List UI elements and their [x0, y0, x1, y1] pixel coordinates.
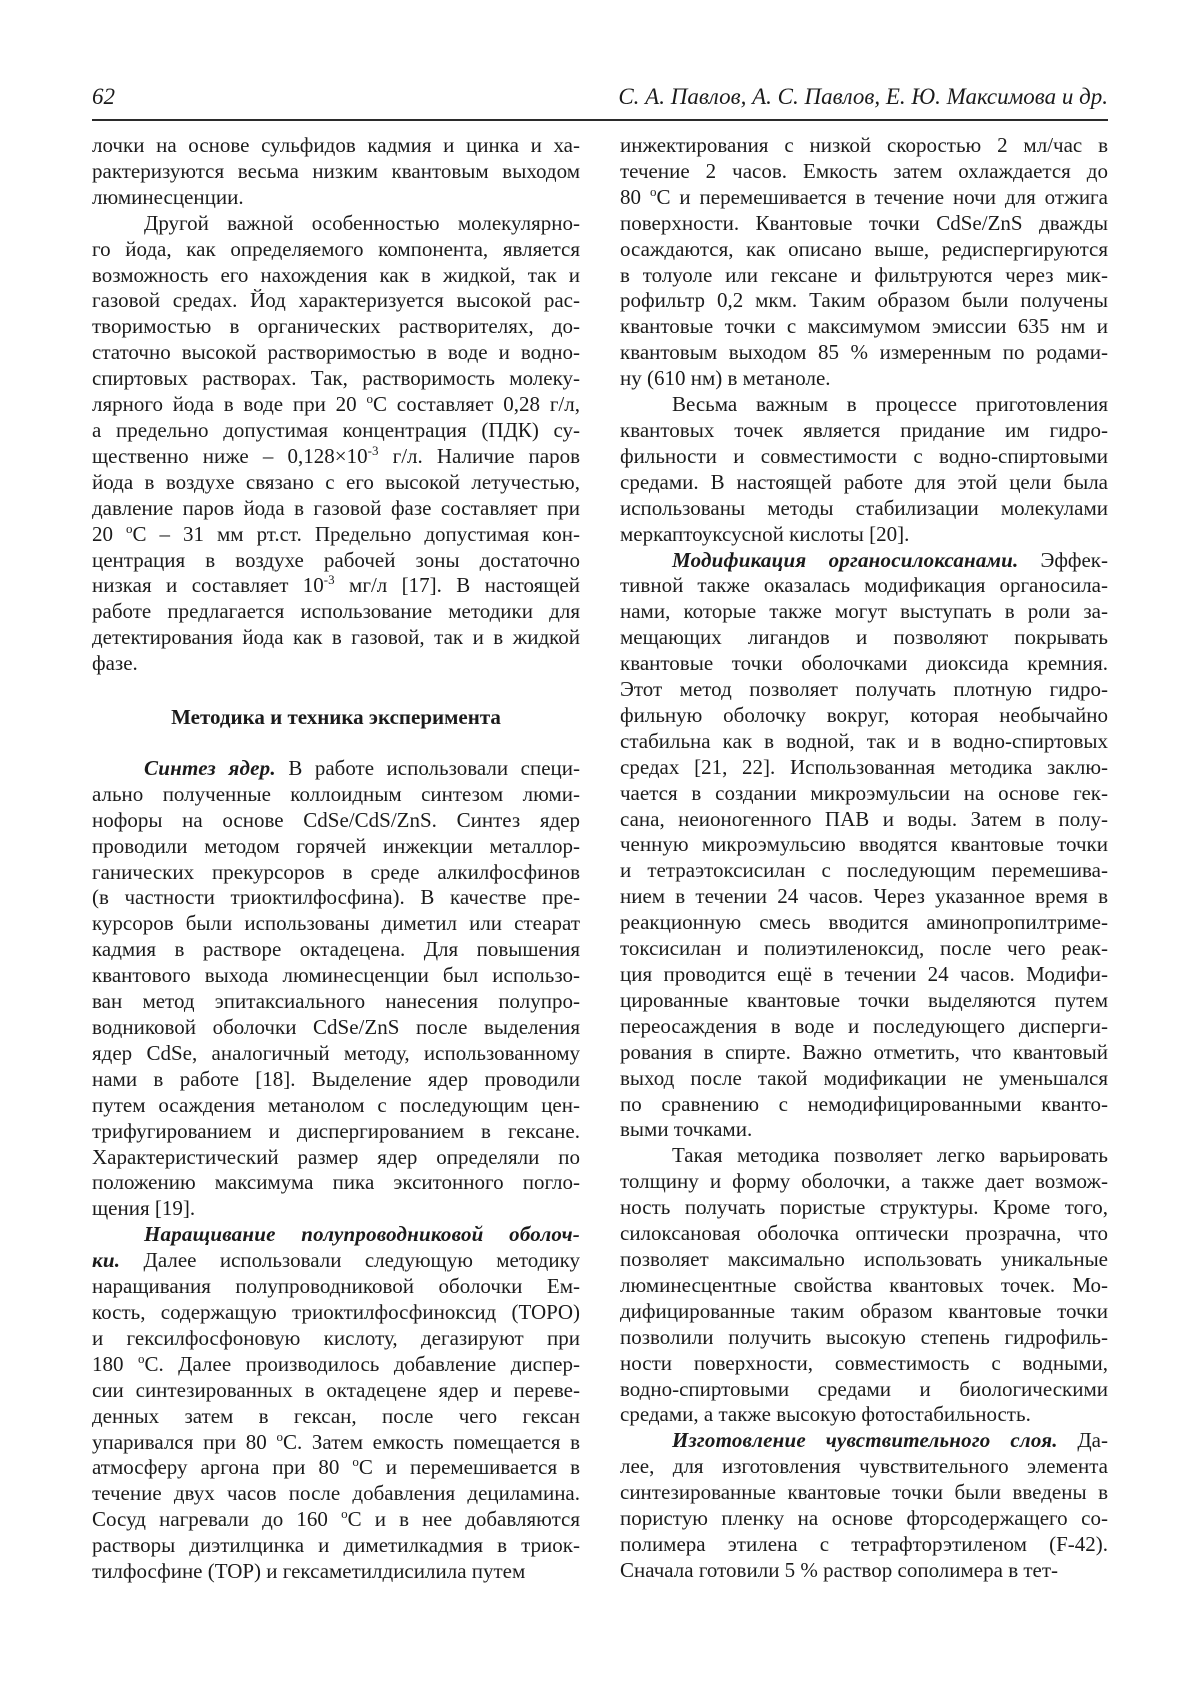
text-line: поверхности. Квантовые точки CdSe/ZnS дважды — [620, 210, 1108, 235]
text-line: средами. В настоящей работе для этой цели была — [620, 469, 1108, 494]
text-line: квантовые точки оболочками диоксида кремния. — [620, 651, 1108, 676]
paragraph — [620, 548, 1108, 1144]
text-line: 180 $^о$С. Далее производилось добавление диспер- — [92, 1350, 580, 1376]
content-columns — [92, 133, 1108, 1585]
text-line: в толуоле или гексане и фильтруются через мик- — [620, 262, 1108, 287]
text-line: Другой важной особенностью молекулярно- — [144, 210, 580, 235]
text-line: денных затем в гексан, после чего гексан — [92, 1403, 580, 1428]
text-line: фильности и совместимости с водно-спиртовыми — [620, 443, 1108, 468]
text-line: атмосферу аргона при 80 $^о$С и перемешивается в — [92, 1454, 580, 1480]
text-line: квантовых точек является придание им гидро- — [620, 417, 1108, 442]
text-line: детектирования йода как в газовой, так и в жидкой — [92, 625, 580, 650]
text-line: осаждаются, как описано выше, редиспергируются — [620, 236, 1108, 261]
text-line: Изготовление чувствительного слоя. Да- — [672, 1428, 1108, 1453]
text-line: газовой средах. Йод характеризуется высокой рас- — [92, 288, 580, 313]
text-line: ность получать пористые структуры. Кроме того, — [620, 1195, 1108, 1220]
text-line: лее, для изготовления чувствительного элемента — [620, 1454, 1108, 1479]
text-line: мещающих лигандов и позволяют покрывать — [620, 625, 1108, 650]
column-right — [620, 133, 1108, 1585]
text-line: центрация в воздухе рабочей зоны достаточно — [92, 547, 580, 572]
text-line: токсисилан и полиэтиленоксид, после чего реак- — [620, 936, 1108, 961]
text-line: квантового выхода люминесценции был использо- — [92, 963, 580, 988]
text-line: реакционную смесь вводится аминопропилтриме- — [620, 910, 1108, 935]
text-line: творимостью в органических растворителях, до- — [92, 314, 580, 339]
text-line: сана, неионогенного ПАВ и воды. Затем в полу- — [620, 806, 1108, 831]
text-line: ально полученные коллоидным синтезом люми- — [92, 781, 580, 806]
paragraph — [620, 1428, 1108, 1583]
text-line: Синтез ядер. В работе использовали специ- — [144, 755, 580, 780]
text-line: нофоры на основе CdSe/CdS/ZnS. Синтез ядер — [92, 807, 580, 832]
text-line: (в частности триоктилфосфина). В качестве пре- — [92, 885, 580, 910]
text-line: Такая методика позволяет легко варьировать — [672, 1143, 1108, 1168]
text-line: люминесцентные свойства квантовых точек. Мо- — [620, 1272, 1108, 1297]
text-line: позволили получить высокую степень гидрофиль- — [620, 1324, 1108, 1349]
text-line: 20 $^о$С – 31 мм рт.ст. Предельно допустимая кон- — [92, 520, 580, 546]
text-line: путем осаждения метанолом с последующим цен- — [92, 1092, 580, 1117]
text-line: статочно высокой растворимостью в воде и водно- — [92, 340, 580, 365]
text-line: Весьма важным в процессе приготовления — [672, 392, 1108, 417]
paragraph — [92, 133, 580, 211]
text-line: спиртовых растворах. Так, растворимость молеку- — [92, 366, 580, 391]
text-line: возможность его нахождения как в жидкой, так и — [92, 262, 580, 287]
text-line: меркаптоуксусной кислоты [20]. — [620, 521, 910, 546]
text-line: проводили методом горячей инжекции металлор- — [92, 833, 580, 858]
text-line: Наращивание полупроводниковой оболоч- — [144, 1222, 580, 1247]
text-line: и тетраэтоксисилан с последующим перемешива- — [620, 858, 1108, 883]
text-line: тилфосфине (TOP) и гексаметилдисилила путем — [92, 1559, 526, 1584]
text-line: наращивания полупроводниковой оболочки Ем- — [92, 1274, 580, 1299]
text-line: квантовые точки с максимумом эмиссии 635 нм и — [620, 314, 1108, 339]
text-line: Модификация органосилоксанами. Эффек- — [672, 547, 1108, 572]
text-line: кадмия в растворе октадецена. Для повышения — [92, 937, 580, 962]
text-line: переосаждения в воде и последующего дисперги- — [620, 1013, 1108, 1038]
text-line: синтезированные квантовые точки были введены в — [620, 1480, 1108, 1505]
text-line: по сравнению с немодифицированными кванто- — [620, 1091, 1108, 1116]
text-line: работе предлагается использование методики для — [92, 599, 580, 624]
text-line: го йода, как определяемого компонента, является — [92, 236, 580, 261]
paragraph — [92, 756, 580, 1222]
text-line: стабильна как в водной, так и в водно-спиртовых — [620, 728, 1108, 753]
text-line: выход после такой модификации не уменьшался — [620, 1065, 1108, 1090]
text-line: низкая и составляет $10^{-3}$ мг/л [17]. В настоящей — [92, 572, 580, 598]
text-line: и гексилфосфоновую кислоту, дегазируют при — [92, 1325, 580, 1350]
text-line: Характеристический размер ядер определяли по — [92, 1144, 580, 1169]
paragraph — [92, 211, 580, 677]
header-rule — [92, 119, 1108, 121]
text-line: Сначала готовили 5 % раствор сополимера в тет- — [620, 1557, 1059, 1582]
text-line: ну (610 нм) в метаноле. — [620, 366, 831, 391]
text-line: дифицированные таким образом квантовые точки — [620, 1298, 1108, 1323]
text-line: силоксановая оболочка оптически прозрачна, что — [620, 1221, 1108, 1246]
text-line: ченную микроэмульсию вводятся квантовые точки — [620, 832, 1108, 857]
text-line: цированные квантовые точки выделяются путем — [620, 987, 1108, 1012]
page-number: 62 — [92, 84, 115, 109]
text-line: инжектирования с низкой скоростью 2 мл/час в — [620, 133, 1108, 157]
text-line: чается в создании микроэмульсии на основе гек- — [620, 780, 1108, 805]
text-line: йода в воздухе связано с его высокой летучестью, — [92, 469, 580, 494]
text-line: нами, которые также могут выступать в роли за- — [620, 599, 1108, 624]
running-head: С. А. Павлов, А. С. Павлов, Е. Ю. Максимова и др. — [618, 84, 1108, 109]
text-line: Сосуд нагревали до 160 $^о$С и в нее добавляются — [92, 1506, 580, 1532]
text-line: ки. Далее использовали следующую методику — [92, 1248, 580, 1273]
text-line: положению максимума пика экситонного погло- — [92, 1170, 580, 1195]
text-line: ван метод эпитаксиального нанесения полупро- — [92, 989, 580, 1014]
text-line: рования в спирте. Важно отметить, что квантовый — [620, 1039, 1108, 1064]
text-line: люминесценции. — [92, 184, 244, 209]
text-line: использованы методы стабилизации молекулами — [620, 495, 1108, 520]
text-line: лочки на основе сульфидов кадмия и цинка и ха- — [92, 133, 580, 157]
text-line: лярного йода в воде при 20 $^о$С составляет 0,28 г/л, — [92, 391, 580, 417]
section-heading: Методика и техника эксперимента — [171, 705, 501, 730]
text-line: рофильтр 0,2 мкм. Таким образом были получены — [620, 288, 1108, 313]
text-line: щения [19]. — [92, 1196, 196, 1221]
text-line: средах [21, 22]. Использованная методика заклю- — [620, 754, 1108, 779]
text-line: пористую пленку на основе фторсодержащего со- — [620, 1506, 1108, 1531]
text-line: ности поверхности, совместимость с водными, — [620, 1350, 1108, 1375]
text-line: сии синтезированных в октадецене ядер и переве- — [92, 1377, 580, 1402]
page-header — [92, 84, 1108, 110]
text-line: позволяет максимально использовать уникальные — [620, 1246, 1108, 1271]
text-line: ядер CdSe, аналогичный методу, использованному — [92, 1040, 580, 1065]
text-line: течение 2 часов. Емкость затем охлаждается до — [620, 158, 1108, 183]
text-line: 80 $^о$С и перемешивается в течение ночи для отжига — [620, 183, 1108, 209]
text-line: Этот метод позволяет получать плотную гидро- — [620, 677, 1108, 702]
text-line: фазе. — [92, 651, 138, 676]
text-line: трифугированием и диспергированием в гексане. — [92, 1118, 580, 1143]
text-line: а предельно допустимая концентрация (ПДК) су- — [92, 417, 580, 442]
paragraph — [92, 1222, 580, 1585]
text-line: ция проводится ещё в течении 24 часов. Модифи- — [620, 962, 1108, 986]
text-line: выми точками. — [620, 1117, 753, 1142]
text-line: щественно ниже – $0,128\times 10^{-3}$ г/л. Наличие паров — [92, 442, 580, 468]
text-line: давление паров йода в газовой фазе составляет при — [92, 495, 580, 520]
column-left — [92, 133, 580, 1585]
text-line: толщину и форму оболочки, а также дает возмож- — [620, 1169, 1108, 1194]
text-line: курсоров были использованы диметил или стеарат — [92, 911, 580, 936]
text-line: упаривался при 80 $^о$С. Затем емкость помещается в — [92, 1428, 580, 1454]
paragraph — [620, 133, 1108, 392]
paragraph — [620, 1143, 1108, 1428]
text-line: средами, а также высокую фотостабильность. — [620, 1402, 1031, 1427]
text-line: водно-спиртовыми средами и биологическими — [620, 1376, 1108, 1401]
text-line: квантовым выходом 85 % измеренным по родами- — [620, 340, 1108, 365]
text-line: ганических прекурсоров в среде алкилфосфинов — [92, 859, 580, 884]
text-line: течение двух часов после добавления дециламина. — [92, 1481, 580, 1506]
text-line: тивной также оказалась модификация органосила- — [620, 573, 1108, 598]
paragraph — [620, 392, 1108, 547]
text-line: рактеризуются весьма низким квантовым выходом — [92, 158, 580, 183]
text-line: нием в течении 24 часов. Через указанное время в — [620, 884, 1108, 909]
text-line: кость, содержащую триоктилфосфиноксид (TOPO) — [92, 1299, 580, 1324]
text-line: водниковой оболочки CdSe/ZnS после выделения — [92, 1015, 580, 1039]
text-line: растворы диэтилцинка и диметилкадмия в триок- — [92, 1533, 580, 1558]
text-line: полимера этилена с тетрафторэтиленом (F-42). — [620, 1531, 1108, 1556]
text-line: фильную оболочку вокруг, которая необычайно — [620, 702, 1108, 727]
text-line: нами в работе [18]. Выделение ядер проводили — [92, 1066, 580, 1091]
